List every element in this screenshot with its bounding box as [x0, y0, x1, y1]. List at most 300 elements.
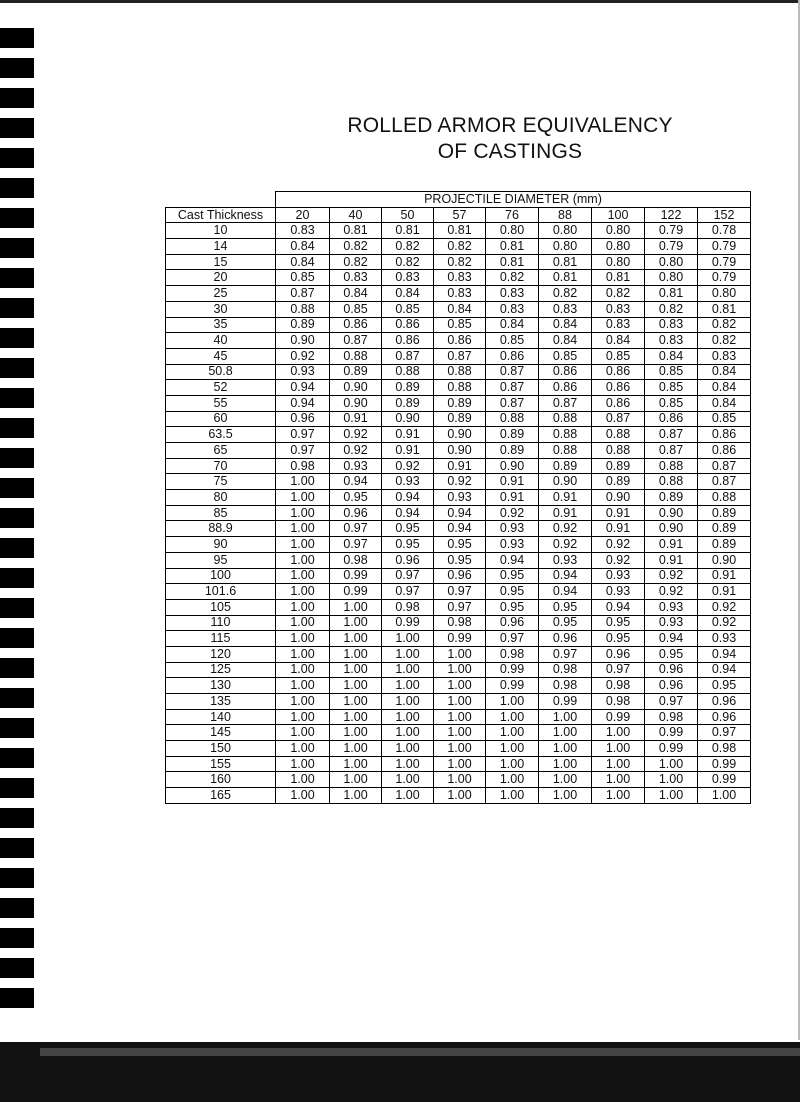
binder-hole	[0, 298, 34, 318]
equivalency-cell: 0.89	[698, 537, 751, 553]
equivalency-cell: 1.00	[645, 772, 698, 788]
equivalency-cell: 0.87	[645, 427, 698, 443]
equivalency-cell: 0.92	[539, 521, 592, 537]
cast-thickness-cell: 20	[166, 270, 276, 286]
equivalency-cell: 0.81	[434, 223, 486, 239]
equivalency-cell: 0.89	[592, 458, 645, 474]
cast-thickness-cell: 63.5	[166, 427, 276, 443]
equivalency-cell: 1.00	[382, 756, 434, 772]
equivalency-cell: 0.88	[486, 411, 539, 427]
column-header: 50	[382, 207, 434, 223]
equivalency-cell: 1.00	[276, 646, 330, 662]
table-row	[166, 474, 751, 490]
equivalency-cell: 1.00	[276, 756, 330, 772]
equivalency-cell: 0.83	[330, 270, 382, 286]
binder-hole	[0, 928, 34, 948]
equivalency-cell: 0.86	[330, 317, 382, 333]
equivalency-cell: 0.86	[434, 333, 486, 349]
equivalency-cell: 0.91	[539, 490, 592, 506]
equivalency-cell: 0.98	[486, 646, 539, 662]
equivalency-cell: 0.90	[434, 427, 486, 443]
equivalency-cell: 1.00	[382, 709, 434, 725]
equivalency-cell: 0.79	[645, 223, 698, 239]
equivalency-cell: 0.87	[276, 286, 330, 302]
equivalency-cell: 0.99	[330, 568, 382, 584]
equivalency-cell: 1.00	[382, 694, 434, 710]
equivalency-cell: 0.88	[592, 427, 645, 443]
equivalency-cell: 1.00	[276, 709, 330, 725]
equivalency-cell: 1.00	[276, 662, 330, 678]
equivalency-cell: 0.83	[382, 270, 434, 286]
equivalency-cell: 0.94	[592, 599, 645, 615]
column-header: 88	[539, 207, 592, 223]
equivalency-cell: 1.00	[434, 741, 486, 757]
equivalency-cell: 0.94	[434, 521, 486, 537]
equivalency-cell: 0.97	[382, 584, 434, 600]
binder-hole	[0, 478, 34, 498]
equivalency-cell: 1.00	[382, 678, 434, 694]
equivalency-cell: 0.97	[698, 725, 751, 741]
binder-hole	[0, 418, 34, 438]
equivalency-cell: 1.00	[592, 756, 645, 772]
equivalency-cell: 0.95	[382, 521, 434, 537]
equivalency-cell: 0.82	[486, 270, 539, 286]
equivalency-cell: 1.00	[434, 772, 486, 788]
table-row	[166, 348, 751, 364]
equivalency-cell: 0.90	[592, 490, 645, 506]
equivalency-cell: 0.87	[698, 474, 751, 490]
equivalency-cell: 0.94	[382, 490, 434, 506]
equivalency-cell: 1.00	[330, 694, 382, 710]
equivalency-cell: 0.99	[645, 725, 698, 741]
equivalency-cell: 0.95	[592, 631, 645, 647]
equivalency-cell: 0.91	[539, 505, 592, 521]
table-row	[166, 756, 751, 772]
equivalency-cell: 0.91	[592, 505, 645, 521]
equivalency-cell: 0.81	[698, 301, 751, 317]
equivalency-cell: 0.86	[382, 317, 434, 333]
equivalency-cell: 0.82	[539, 286, 592, 302]
equivalency-cell: 0.98	[276, 458, 330, 474]
equivalency-cell: 1.00	[382, 662, 434, 678]
equivalency-cell: 0.92	[330, 443, 382, 459]
equivalency-cell: 0.86	[592, 364, 645, 380]
equivalency-cell: 0.82	[645, 301, 698, 317]
equivalency-cell: 0.96	[276, 411, 330, 427]
equivalency-cell: 0.78	[698, 223, 751, 239]
equivalency-cell: 0.92	[539, 537, 592, 553]
cast-thickness-cell: 50.8	[166, 364, 276, 380]
binder-hole	[0, 628, 34, 648]
binder-hole	[0, 868, 34, 888]
equivalency-cell: 0.93	[434, 490, 486, 506]
equivalency-cell: 0.89	[486, 427, 539, 443]
table-row	[166, 411, 751, 427]
equivalency-cell: 1.00	[434, 678, 486, 694]
equivalency-cell: 0.93	[645, 599, 698, 615]
cast-thickness-cell: 160	[166, 772, 276, 788]
equivalency-cell: 0.88	[645, 474, 698, 490]
equivalency-cell: 0.91	[592, 521, 645, 537]
table-row	[166, 427, 751, 443]
binder-hole	[0, 238, 34, 258]
equivalency-cell: 0.83	[592, 301, 645, 317]
equivalency-cell: 0.84	[698, 395, 751, 411]
equivalency-cell: 0.88	[382, 364, 434, 380]
equivalency-cell: 0.99	[486, 662, 539, 678]
equivalency-cell: 0.82	[382, 254, 434, 270]
equivalency-cell: 0.81	[486, 239, 539, 255]
equivalency-cell: 0.80	[539, 239, 592, 255]
equivalency-cell: 0.86	[698, 443, 751, 459]
equivalency-cell: 0.87	[645, 443, 698, 459]
table-row	[166, 646, 751, 662]
equivalency-cell: 0.93	[539, 552, 592, 568]
equivalency-cell: 0.84	[486, 317, 539, 333]
equivalency-cell: 0.96	[486, 615, 539, 631]
equivalency-cell: 1.00	[276, 521, 330, 537]
equivalency-cell: 0.84	[698, 380, 751, 396]
equivalency-cell: 0.95	[698, 678, 751, 694]
binder-hole	[0, 268, 34, 288]
equivalency-cell: 1.00	[330, 756, 382, 772]
equivalency-cell: 0.91	[645, 537, 698, 553]
equivalency-cell: 0.81	[330, 223, 382, 239]
equivalency-cell: 0.96	[330, 505, 382, 521]
equivalency-cell: 1.00	[592, 741, 645, 757]
cast-thickness-cell: 115	[166, 631, 276, 647]
table-row	[166, 333, 751, 349]
corner-blank	[166, 192, 276, 208]
equivalency-cell: 0.80	[539, 223, 592, 239]
column-header: 76	[486, 207, 539, 223]
equivalency-cell: 0.97	[434, 584, 486, 600]
equivalency-cell: 0.92	[698, 599, 751, 615]
cast-thickness-cell: 165	[166, 788, 276, 804]
equivalency-cell: 1.00	[486, 725, 539, 741]
binder-hole	[0, 718, 34, 738]
equivalency-cell: 0.97	[592, 662, 645, 678]
equivalency-cell: 0.95	[434, 552, 486, 568]
equivalency-cell: 1.00	[486, 694, 539, 710]
equivalency-cell: 0.85	[276, 270, 330, 286]
cast-thickness-cell: 135	[166, 694, 276, 710]
equivalency-cell: 1.00	[486, 756, 539, 772]
equivalency-cell: 0.90	[382, 411, 434, 427]
equivalency-cell: 0.97	[330, 521, 382, 537]
equivalency-cell: 1.00	[698, 788, 751, 804]
equivalency-cell: 0.84	[434, 301, 486, 317]
cast-thickness-cell: 145	[166, 725, 276, 741]
binder-hole	[0, 988, 34, 1008]
equivalency-cell: 0.87	[539, 395, 592, 411]
cast-thickness-cell: 80	[166, 490, 276, 506]
equivalency-cell: 1.00	[330, 662, 382, 678]
equivalency-cell: 0.84	[276, 239, 330, 255]
equivalency-cell: 0.84	[539, 333, 592, 349]
cast-thickness-cell: 15	[166, 254, 276, 270]
equivalency-cell: 1.00	[592, 772, 645, 788]
cast-thickness-cell: 110	[166, 615, 276, 631]
table-row	[166, 270, 751, 286]
equivalency-cell: 1.00	[276, 537, 330, 553]
equivalency-cell: 0.85	[698, 411, 751, 427]
equivalency-cell: 0.80	[645, 270, 698, 286]
equivalency-cell: 1.00	[539, 756, 592, 772]
table-row	[166, 490, 751, 506]
cast-thickness-cell: 40	[166, 333, 276, 349]
binder-hole	[0, 358, 34, 378]
cast-thickness-cell: 52	[166, 380, 276, 396]
equivalency-cell: 0.91	[486, 474, 539, 490]
binder-hole	[0, 688, 34, 708]
equivalency-cell: 0.94	[382, 505, 434, 521]
binder-hole	[0, 178, 34, 198]
cast-thickness-cell: 60	[166, 411, 276, 427]
binder-hole	[0, 958, 34, 978]
equivalency-cell: 0.81	[645, 286, 698, 302]
equivalency-cell: 0.96	[645, 678, 698, 694]
cast-thickness-cell: 35	[166, 317, 276, 333]
equivalency-cell: 0.98	[330, 552, 382, 568]
equivalency-cell: 0.97	[486, 631, 539, 647]
equivalency-cell: 0.84	[276, 254, 330, 270]
binder-hole	[0, 388, 34, 408]
equivalency-cell: 0.92	[592, 552, 645, 568]
equivalency-cell: 1.00	[276, 599, 330, 615]
equivalency-cell: 0.83	[645, 317, 698, 333]
equivalency-cell: 0.98	[698, 741, 751, 757]
equivalency-cell: 0.98	[592, 694, 645, 710]
cast-thickness-header: Cast Thickness	[166, 207, 276, 223]
table-row	[166, 223, 751, 239]
equivalency-cell: 0.84	[592, 333, 645, 349]
binder-hole	[0, 808, 34, 828]
equivalency-cell: 0.97	[645, 694, 698, 710]
equivalency-cell: 1.00	[486, 772, 539, 788]
equivalency-cell: 0.84	[539, 317, 592, 333]
equivalency-cell: 0.84	[698, 364, 751, 380]
equivalency-cell: 0.82	[698, 333, 751, 349]
equivalency-cell: 1.00	[276, 584, 330, 600]
equivalency-cell: 0.94	[645, 631, 698, 647]
equivalency-cell: 0.87	[486, 380, 539, 396]
equivalency-cell: 0.86	[698, 427, 751, 443]
equivalency-cell: 0.87	[330, 333, 382, 349]
equivalency-cell: 0.97	[276, 443, 330, 459]
equivalency-cell: 0.98	[539, 662, 592, 678]
cast-thickness-cell: 85	[166, 505, 276, 521]
equivalency-cell: 0.98	[434, 615, 486, 631]
cast-thickness-cell: 155	[166, 756, 276, 772]
equivalency-cell: 0.97	[330, 537, 382, 553]
equivalency-cell: 0.95	[434, 537, 486, 553]
binder-hole	[0, 118, 34, 138]
equivalency-cell: 0.83	[434, 286, 486, 302]
equivalency-cell: 0.90	[486, 458, 539, 474]
equivalency-cell: 1.00	[382, 741, 434, 757]
equivalency-cell: 1.00	[382, 772, 434, 788]
equivalency-cell: 0.90	[330, 395, 382, 411]
equivalency-cell: 1.00	[276, 474, 330, 490]
equivalency-cell: 0.94	[539, 584, 592, 600]
equivalency-cell: 0.87	[486, 395, 539, 411]
equivalency-cell: 1.00	[330, 599, 382, 615]
table-row	[166, 521, 751, 537]
table-row	[166, 443, 751, 459]
equivalency-cell: 0.82	[592, 286, 645, 302]
equivalency-cell: 0.89	[592, 474, 645, 490]
equivalency-cell: 1.00	[330, 646, 382, 662]
equivalency-cell: 1.00	[330, 709, 382, 725]
cast-thickness-cell: 45	[166, 348, 276, 364]
equivalency-cell: 0.88	[539, 411, 592, 427]
equivalency-cell: 0.85	[330, 301, 382, 317]
equivalency-cell: 0.82	[698, 317, 751, 333]
equivalency-cell: 0.92	[645, 584, 698, 600]
equivalency-cell: 0.93	[592, 568, 645, 584]
binder-hole	[0, 538, 34, 558]
equivalency-cell: 0.98	[382, 599, 434, 615]
group-header-row	[166, 192, 751, 208]
equivalency-cell: 0.95	[486, 568, 539, 584]
equivalency-cell: 0.90	[645, 505, 698, 521]
cast-thickness-cell: 150	[166, 741, 276, 757]
column-header: 20	[276, 207, 330, 223]
equivalency-cell: 0.79	[698, 254, 751, 270]
equivalency-cell: 1.00	[539, 772, 592, 788]
cast-thickness-cell: 101.6	[166, 584, 276, 600]
equivalency-cell: 0.90	[330, 380, 382, 396]
equivalency-cell: 1.00	[276, 631, 330, 647]
equivalency-cell: 0.88	[539, 443, 592, 459]
equivalency-cell: 0.83	[592, 317, 645, 333]
equivalency-cell: 0.96	[434, 568, 486, 584]
cast-thickness-cell: 25	[166, 286, 276, 302]
equivalency-cell: 0.82	[330, 254, 382, 270]
equivalency-cell: 0.88	[645, 458, 698, 474]
table-row	[166, 537, 751, 553]
equivalency-cell: 1.00	[276, 741, 330, 757]
binder-hole	[0, 148, 34, 168]
equivalency-cell: 0.96	[592, 646, 645, 662]
equivalency-cell: 1.00	[434, 756, 486, 772]
equivalency-cell: 0.79	[698, 239, 751, 255]
equivalency-cell: 1.00	[276, 568, 330, 584]
table-row	[166, 254, 751, 270]
equivalency-cell: 0.85	[539, 348, 592, 364]
equivalency-cell: 1.00	[382, 725, 434, 741]
equivalency-cell: 0.86	[645, 411, 698, 427]
equivalency-cell: 1.00	[276, 505, 330, 521]
binder-holes	[0, 28, 40, 1008]
equivalency-cell: 0.95	[645, 646, 698, 662]
binder-hole	[0, 568, 34, 588]
equivalency-cell: 0.96	[698, 709, 751, 725]
equivalency-cell: 0.97	[276, 427, 330, 443]
title-line-1: ROLLED ARMOR EQUIVALENCY	[347, 114, 673, 137]
equivalency-cell: 1.00	[276, 678, 330, 694]
page-top-edge	[0, 0, 800, 3]
equivalency-cell: 0.95	[539, 599, 592, 615]
equivalency-cell: 1.00	[486, 741, 539, 757]
table-row	[166, 599, 751, 615]
equivalency-cell: 1.00	[434, 646, 486, 662]
equivalency-cell: 0.98	[539, 678, 592, 694]
equivalency-cell: 0.93	[698, 631, 751, 647]
equivalency-cell: 1.00	[382, 631, 434, 647]
table-row	[166, 741, 751, 757]
equivalency-cell: 0.86	[382, 333, 434, 349]
equivalency-cell: 0.93	[276, 364, 330, 380]
equivalency-cell: 0.93	[486, 537, 539, 553]
equivalency-cell: 0.79	[645, 239, 698, 255]
cast-thickness-cell: 105	[166, 599, 276, 615]
equivalency-cell: 0.87	[382, 348, 434, 364]
equivalency-cell: 0.91	[486, 490, 539, 506]
column-header: 122	[645, 207, 698, 223]
table-row	[166, 552, 751, 568]
equivalency-cell: 0.99	[698, 756, 751, 772]
binder-hole	[0, 28, 34, 48]
equivalency-cell: 0.83	[539, 301, 592, 317]
cast-thickness-cell: 90	[166, 537, 276, 553]
column-header: 57	[434, 207, 486, 223]
equivalency-cell: 1.00	[434, 709, 486, 725]
equivalency-cell: 0.84	[330, 286, 382, 302]
equivalency-cell: 0.84	[645, 348, 698, 364]
equivalency-cell: 1.00	[330, 788, 382, 804]
equivalency-cell: 1.00	[276, 725, 330, 741]
title-line-2: OF CASTINGS	[437, 140, 583, 163]
equivalency-cell: 0.94	[539, 568, 592, 584]
equivalency-cell: 0.84	[382, 286, 434, 302]
equivalency-cell: 0.83	[486, 286, 539, 302]
equivalency-cell: 0.88	[330, 348, 382, 364]
table-row	[166, 364, 751, 380]
binder-hole	[0, 598, 34, 618]
equivalency-cell: 0.85	[486, 333, 539, 349]
column-header: 100	[592, 207, 645, 223]
table-row	[166, 584, 751, 600]
equivalency-cell: 1.00	[486, 709, 539, 725]
cast-thickness-cell: 100	[166, 568, 276, 584]
column-header: 40	[330, 207, 382, 223]
cast-thickness-cell: 30	[166, 301, 276, 317]
equivalency-cell: 0.97	[539, 646, 592, 662]
equivalency-cell: 1.00	[592, 788, 645, 804]
equivalency-cell: 0.91	[382, 443, 434, 459]
equivalency-cell: 0.82	[382, 239, 434, 255]
equivalency-cell: 0.99	[330, 584, 382, 600]
equivalency-cell: 0.83	[698, 348, 751, 364]
equivalency-cell: 0.96	[539, 631, 592, 647]
table-row	[166, 725, 751, 741]
equivalency-cell: 0.87	[698, 458, 751, 474]
equivalency-cell: 1.00	[434, 662, 486, 678]
equivalency-cell: 0.92	[434, 474, 486, 490]
equivalency-cell: 1.00	[592, 725, 645, 741]
cast-thickness-cell: 130	[166, 678, 276, 694]
table-row	[166, 458, 751, 474]
table-row	[166, 380, 751, 396]
equivalency-cell: 0.88	[698, 490, 751, 506]
equivalency-cell: 0.80	[592, 239, 645, 255]
equivalency-cell: 1.00	[330, 725, 382, 741]
equivalency-table	[165, 191, 751, 804]
equivalency-cell: 0.95	[382, 537, 434, 553]
equivalency-cell: 0.94	[486, 552, 539, 568]
